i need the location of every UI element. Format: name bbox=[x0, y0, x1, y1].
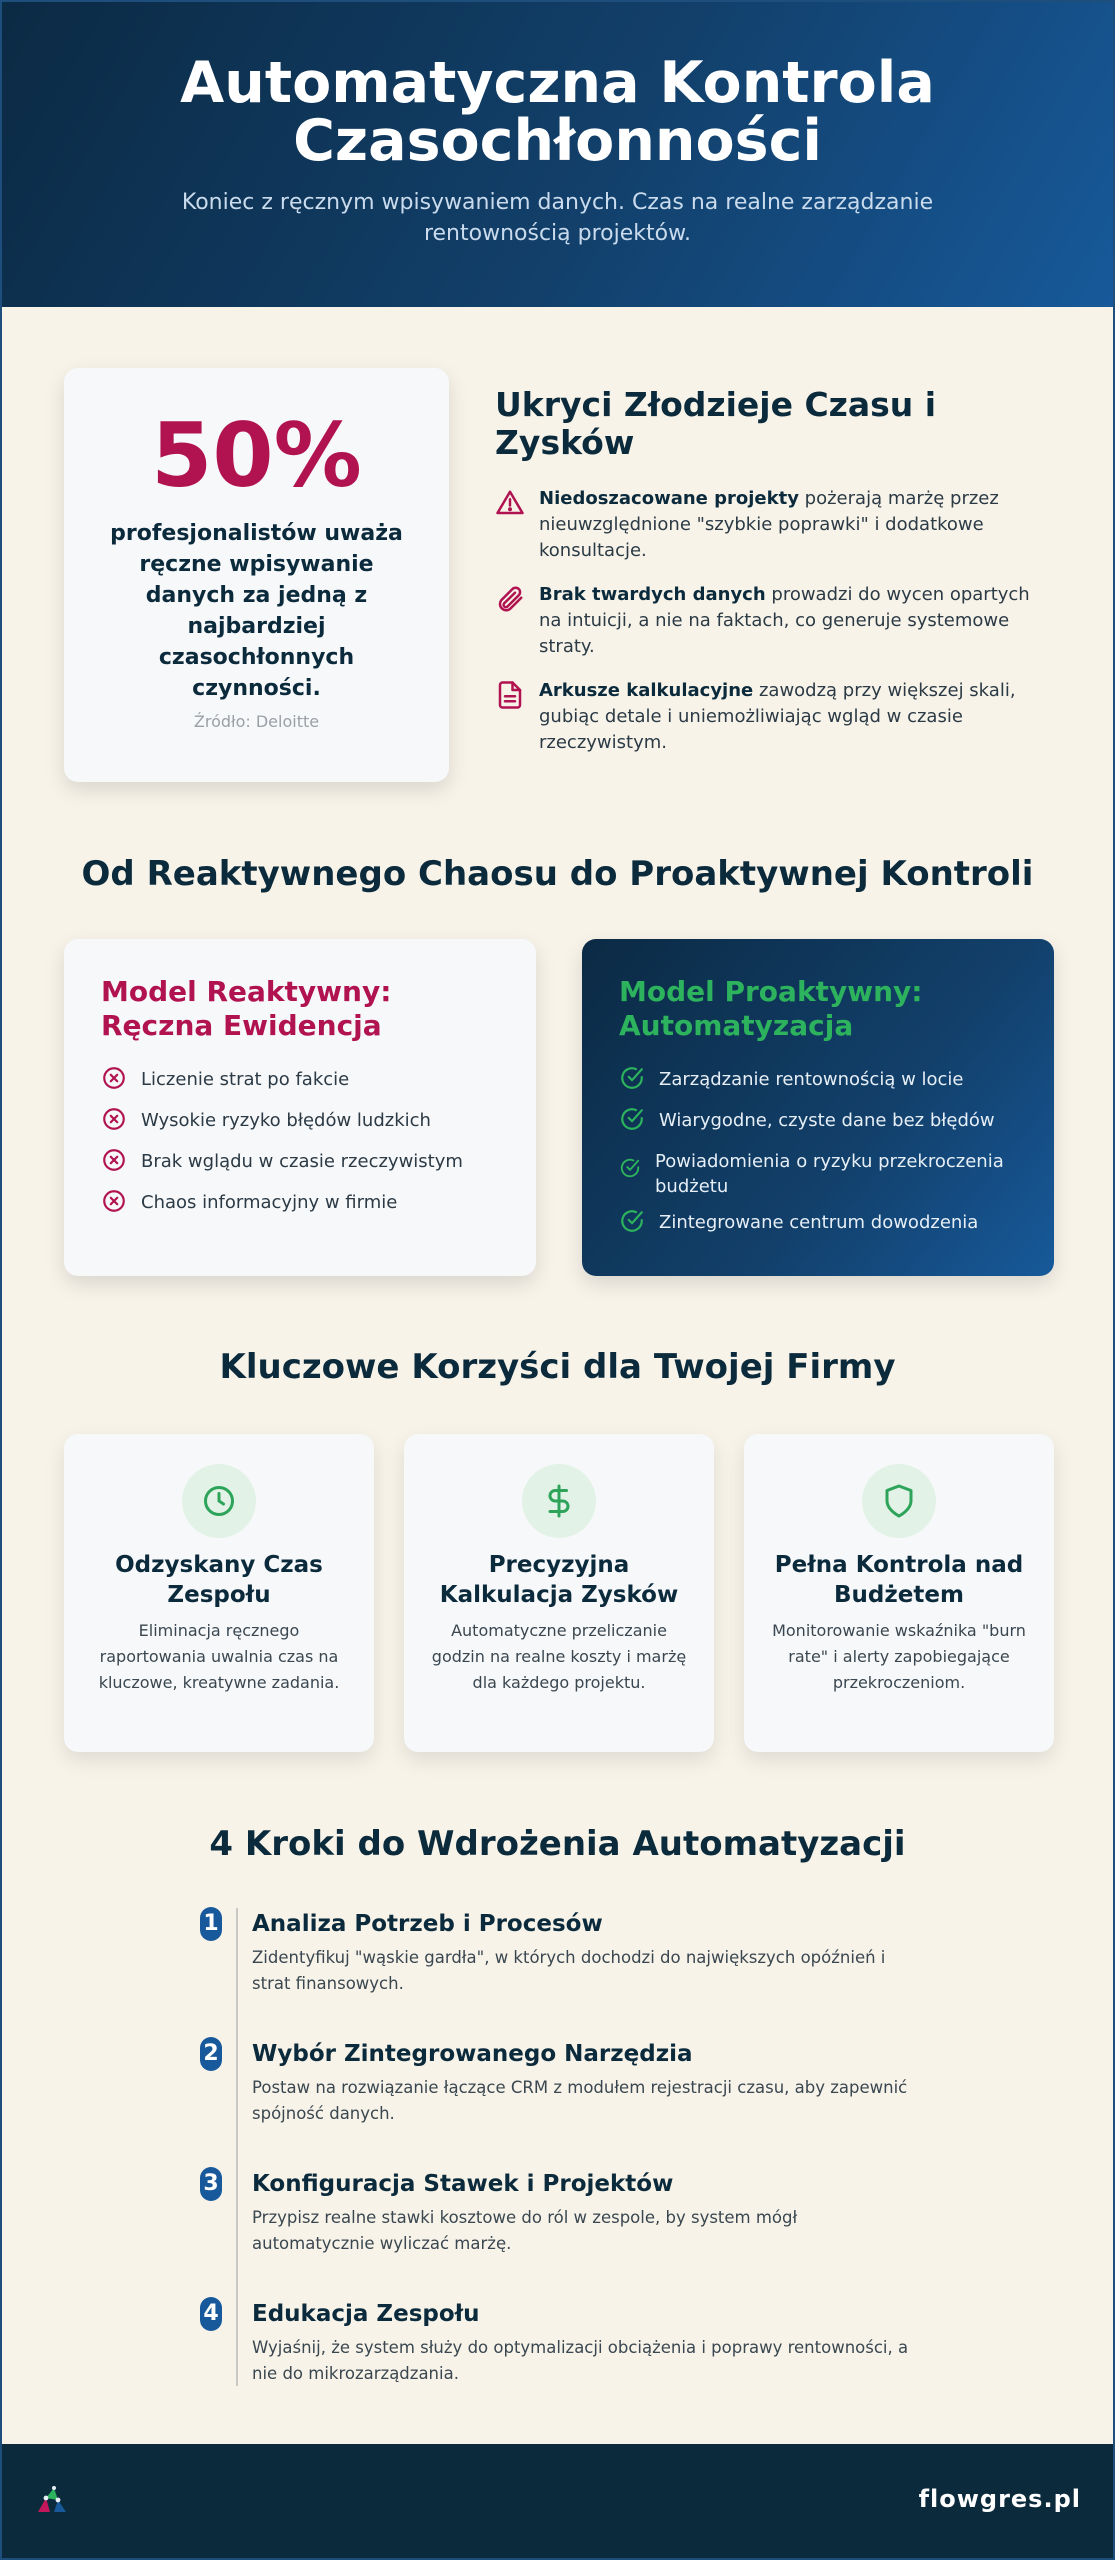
reactive-model-card bbox=[64, 939, 536, 1276]
step-text: Postaw na rozwiązanie łączące CRM z modułem rejestracji czasu, aby zapewnić spójność danych. bbox=[252, 2078, 908, 2123]
footer-site-link[interactable]: flowgres.pl bbox=[918, 2485, 1081, 2513]
benefit-card bbox=[64, 1434, 374, 1752]
step-number: 1 bbox=[200, 1907, 222, 1941]
list-item: Zintegrowane centrum dowodzenia bbox=[619, 1208, 1039, 1248]
list-item: Liczenie strat po fakcie bbox=[101, 1065, 521, 1105]
list-item: Powiadomienia o ryzyku przekroczenia budżetu bbox=[619, 1147, 1039, 1207]
stat-text: profesjonalistów uważa ręczne wpisywanie danych za jedną z najbardziej czasochłonnych czynności. bbox=[110, 521, 403, 701]
step-title: Analiza Potrzeb i Procesów bbox=[252, 1911, 603, 1937]
thief-bold: Arkusze kalkulacyjne bbox=[539, 680, 754, 701]
list-item: Wysokie ryzyko błędów ludzkich bbox=[101, 1106, 521, 1146]
step-item bbox=[200, 1907, 920, 2017]
benefit-title: Odzyskany Czas Zespołu bbox=[115, 1552, 323, 1608]
check-circle-icon bbox=[619, 1208, 645, 1234]
list-item: Zarządzanie rentownością w locie bbox=[619, 1065, 1039, 1105]
step-number: 3 bbox=[200, 2167, 222, 2201]
stat-source: Źródło: Deloitte bbox=[193, 712, 320, 731]
step-title: Edukacja Zespołu bbox=[252, 2301, 480, 2327]
x-circle-icon bbox=[101, 1065, 127, 1091]
flowgres-logo-icon[interactable] bbox=[32, 2482, 72, 2518]
thieves-title: Ukryci Złodzieje Czasu i Zysków bbox=[495, 385, 937, 462]
step-item bbox=[200, 2037, 920, 2147]
step-text: Przypisz realne stawki kosztowe do ról w zespole, by system mógł automatycznie wyliczać marżę. bbox=[252, 2208, 798, 2253]
benefit-text: Automatyczne przeliczanie godzin na realne koszty i marżę dla każdego projektu. bbox=[431, 1621, 687, 1692]
step-text: Wyjaśnij, że system służy do optymalizacji obciążenia i poprawy rentowności, a nie do mikrozarządzania. bbox=[252, 2338, 909, 2383]
page-subtitle: Koniec z ręcznym wpisywaniem danych. Czas na realne zarządzanie rentownością projektów. bbox=[181, 190, 934, 246]
hero-header bbox=[2, 2, 1113, 307]
step-title: Wybór Zintegrowanego Narzędzia bbox=[252, 2041, 693, 2067]
steps-section-title: 4 Kroki do Wdrożenia Automatyzacji bbox=[209, 1824, 906, 1864]
step-item bbox=[200, 2297, 920, 2407]
thief-bold: Niedoszacowane projekty bbox=[539, 488, 799, 509]
benefit-text: Eliminacja ręcznego raportowania uwalnia czas na kluczowe, kreatywne zadania. bbox=[98, 1621, 340, 1692]
thief-item bbox=[495, 582, 1055, 662]
benefits-section-title: Kluczowe Korzyści dla Twojej Firmy bbox=[219, 1347, 896, 1387]
page-title: Automatyczna Kontrola Czasochłonności bbox=[180, 50, 935, 174]
shield-icon bbox=[862, 1464, 936, 1538]
check-circle-icon bbox=[619, 1157, 645, 1183]
step-number: 2 bbox=[200, 2037, 222, 2071]
models-section-title: Od Reaktywnego Chaosu do Proaktywnej Kontroli bbox=[81, 854, 1034, 894]
x-circle-icon bbox=[101, 1188, 127, 1214]
proactive-model-card bbox=[582, 939, 1054, 1276]
list-item: Brak wglądu w czasie rzeczywistym bbox=[101, 1147, 521, 1187]
document-icon bbox=[495, 680, 525, 710]
step-number: 4 bbox=[200, 2297, 222, 2331]
stat-value: 50% bbox=[151, 404, 362, 507]
benefit-card bbox=[744, 1434, 1054, 1752]
x-circle-icon bbox=[101, 1147, 127, 1173]
reactive-model-title: Model Reaktywny: Ręczna Ewidencja bbox=[101, 975, 392, 1042]
thief-text: zawodzą przy większej skali, gubiąc detale i uniemożliwiając wgląd w czasie rzeczywistym. bbox=[539, 680, 1016, 753]
proactive-model-title: Model Proaktywny: Automatyzacja bbox=[619, 975, 923, 1042]
list-item: Wiarygodne, czyste dane bez błędów bbox=[619, 1106, 1039, 1146]
footer bbox=[2, 2444, 1113, 2558]
check-circle-icon bbox=[619, 1106, 645, 1132]
thief-text: prowadzi do wycen opartych na intuicji, a nie na faktach, co generuje systemowe straty. bbox=[539, 584, 1030, 657]
dollar-icon bbox=[522, 1464, 596, 1538]
thief-item bbox=[495, 486, 1055, 566]
stat-card bbox=[64, 368, 449, 782]
warning-icon bbox=[495, 488, 525, 518]
benefit-title: Pełna Kontrola nad Budżetem bbox=[774, 1552, 1024, 1608]
thief-bold: Brak twardych danych bbox=[539, 584, 766, 605]
benefit-title: Precyzyjna Kalkulacja Zysków bbox=[439, 1552, 679, 1608]
thief-text: pożerają marżę przez nieuwzględnione "szybkie poprawki" i dodatkowe konsultacje. bbox=[539, 488, 999, 561]
check-circle-icon bbox=[619, 1065, 645, 1091]
step-text: Zidentyfikuj "wąskie gardła", w których dochodzi do największych opóźnień i strat finansowych. bbox=[252, 1948, 886, 1993]
step-item bbox=[200, 2167, 920, 2277]
step-title: Konfiguracja Stawek i Projektów bbox=[252, 2171, 674, 2197]
benefit-text: Monitorowanie wskaźnika "burn rate" i alerty zapobiegające przekroczeniom. bbox=[772, 1621, 1026, 1692]
list-item: Chaos informacyjny w firmie bbox=[101, 1188, 521, 1228]
x-circle-icon bbox=[101, 1106, 127, 1132]
benefit-card bbox=[404, 1434, 714, 1752]
paperclip-icon bbox=[495, 584, 525, 614]
thief-item bbox=[495, 678, 1055, 758]
clock-icon bbox=[182, 1464, 256, 1538]
